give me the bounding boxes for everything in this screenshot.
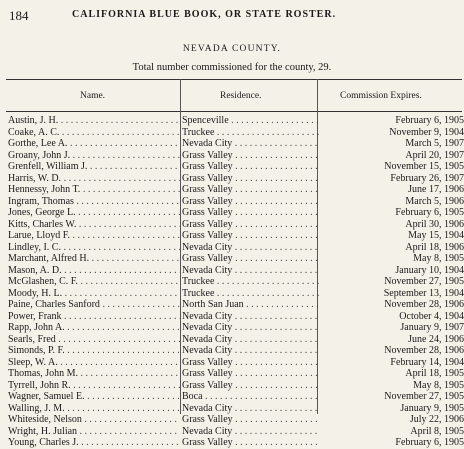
table-row xyxy=(8,426,464,438)
row-name: Wright, H. Julian . . . xyxy=(8,426,180,438)
row-residence: Truckee . . . xyxy=(182,127,320,139)
row-residence: Grass Valley . . . xyxy=(182,230,320,242)
row-commission-expires: May 15, 1904 xyxy=(408,230,464,241)
row-residence: Grass Valley . . . xyxy=(182,437,320,449)
row-name: Coake, A. C. . . . xyxy=(8,127,180,139)
row-name: Moody, H. L. . . . xyxy=(8,288,180,300)
row-commission-expires: January 10, 1904 xyxy=(395,264,464,276)
row-commission-expires: January 9, 1907 xyxy=(400,322,464,333)
row-commission-expires: February 6, 1905 xyxy=(395,207,464,218)
table-header-rule xyxy=(6,111,462,112)
table-row xyxy=(8,345,464,357)
row-name: Larue, Lloyd F. . . . xyxy=(8,230,180,242)
row-name: Mason, A. D. . . . xyxy=(8,265,180,277)
row-residence: Spenceville . . . xyxy=(182,115,320,127)
row-name: Gorthe, Lee A. . . . xyxy=(8,138,180,150)
row-residence: Grass Valley . . . xyxy=(182,184,320,196)
table-row xyxy=(8,322,464,334)
row-residence: Truckee . . . xyxy=(182,276,320,288)
row-residence: Nevada City . . . xyxy=(182,426,320,438)
row-commission-expires: February 6, 1905 xyxy=(395,437,464,448)
row-name: McGlashen, C. F. . . . xyxy=(8,276,180,288)
table-row xyxy=(8,368,464,380)
row-residence: Nevada City . . . xyxy=(182,311,320,323)
row-commission-expires: November 28, 1906 xyxy=(384,299,464,310)
row-commission-expires: February 14, 1904 xyxy=(390,356,464,368)
row-name: Harris, W. D. . . . xyxy=(8,173,180,185)
row-name: Power, Frank . . . xyxy=(8,311,180,323)
table-row xyxy=(8,437,464,449)
row-name: Grenfell, William J. . . . xyxy=(8,161,180,173)
row-commission-expires: June 17, 1906 xyxy=(408,184,464,195)
row-residence: Nevada City . . . xyxy=(182,322,320,334)
table-row xyxy=(8,219,464,231)
table-row xyxy=(8,391,464,403)
row-name: Austin, J. H. . . . xyxy=(8,115,180,127)
table-row xyxy=(8,173,464,185)
row-residence: Grass Valley . . . xyxy=(182,380,320,392)
row-commission-expires: April 30, 1906 xyxy=(405,218,464,230)
page-number: 184 xyxy=(9,8,29,23)
row-name: Hennessy, John T. . . . xyxy=(8,184,180,196)
row-commission-expires: July 22, 1906 xyxy=(409,414,464,425)
row-residence: Nevada City . . . xyxy=(182,403,320,415)
table-row xyxy=(8,184,464,196)
row-residence: Nevada City . . . xyxy=(182,345,320,357)
row-name: Tyrrell, John R. . . . xyxy=(8,380,180,392)
table-row xyxy=(8,288,464,300)
row-residence: Nevada City . . . xyxy=(182,265,320,277)
row-name: Sleep, W. A. . . . xyxy=(8,357,180,369)
column-header-name: Name. xyxy=(80,91,106,101)
row-name: Young, Charles J. . . . xyxy=(8,437,180,449)
row-commission-expires: June 24, 1906 xyxy=(408,333,464,345)
row-residence: Nevada City . . . xyxy=(182,138,320,150)
row-name: Jones, George L. . . . xyxy=(8,207,180,219)
running-title: CALIFORNIA BLUE BOOK, OR STATE ROSTER. xyxy=(72,9,337,20)
row-commission-expires: May 8, 1905 xyxy=(413,253,464,264)
row-residence: Grass Valley . . . xyxy=(182,253,320,265)
table-row xyxy=(8,242,464,254)
county-title: NEVADA COUNTY. xyxy=(182,44,282,54)
row-residence: Grass Valley . . . xyxy=(182,357,320,369)
row-name: Simonds, P. F. . . . xyxy=(8,345,180,357)
table-row xyxy=(8,311,464,323)
table-row xyxy=(8,230,464,242)
table-row xyxy=(8,138,464,150)
row-commission-expires: January 9, 1905 xyxy=(400,402,464,414)
table-row xyxy=(8,380,464,392)
total-commissioned: Total number commissioned for the county, 29. xyxy=(132,62,332,73)
row-name: Searls, Fred . . . xyxy=(8,334,180,346)
column-header-residence: Residence. xyxy=(220,91,262,101)
row-commission-expires: October 4, 1904 xyxy=(399,310,464,322)
row-name: Ingram, Thomas . . . xyxy=(8,196,180,208)
row-name: Groany, John J. . . . xyxy=(8,150,180,162)
row-name: Thomas, John M. . . . xyxy=(8,368,180,380)
notary-table-body xyxy=(8,115,464,449)
row-name: Lindley, I. C. . . . xyxy=(8,242,180,254)
row-name: Wagner, Samuel E. . . . xyxy=(8,391,180,403)
row-commission-expires: November 15, 1905 xyxy=(384,161,464,172)
table-row xyxy=(8,150,464,162)
row-residence: Nevada City . . . xyxy=(182,334,320,346)
row-name: Rapp, John A. . . . xyxy=(8,322,180,334)
row-residence: Truckee . . . xyxy=(182,288,320,300)
row-commission-expires: March 5, 1906 xyxy=(405,195,464,207)
table-row xyxy=(8,253,464,265)
table-row xyxy=(8,403,464,415)
row-name: Whiteside, Nelson . . . xyxy=(8,414,180,426)
row-commission-expires: February 26, 1907 xyxy=(390,172,464,184)
row-commission-expires: February 6, 1905 xyxy=(395,115,464,126)
row-residence: Grass Valley . . . xyxy=(182,219,320,231)
row-residence: Grass Valley . . . xyxy=(182,173,320,185)
table-row xyxy=(8,414,464,426)
row-commission-expires: November 9, 1904 xyxy=(389,126,464,138)
row-name: Kitts, Charles W. . . . xyxy=(8,219,180,231)
row-commission-expires: April 20, 1907 xyxy=(405,149,464,161)
row-name: Marchant, Alfred H. . . . xyxy=(8,253,180,265)
row-residence: Grass Valley . . . xyxy=(182,368,320,380)
table-top-rule xyxy=(6,79,462,80)
row-residence: Grass Valley . . . xyxy=(182,196,320,208)
row-residence: Grass Valley . . . xyxy=(182,150,320,162)
row-residence: Grass Valley . . . xyxy=(182,414,320,426)
table-row xyxy=(8,276,464,288)
table-row xyxy=(8,207,464,219)
row-residence: Grass Valley . . . xyxy=(182,161,320,173)
row-commission-expires: May 8, 1905 xyxy=(413,379,464,391)
row-residence: North San Juan . . . xyxy=(182,299,320,311)
row-commission-expires: April 18, 1906 xyxy=(405,241,464,253)
row-name: Walling, J. M. . . . xyxy=(8,403,180,415)
row-commission-expires: November 27, 1905 xyxy=(384,276,464,287)
table-row xyxy=(8,115,464,127)
row-commission-expires: April 18, 1905 xyxy=(405,368,464,379)
row-name: Paine, Charles Sanford . . . xyxy=(8,299,180,311)
row-commission-expires: March 5, 1907 xyxy=(405,138,464,149)
table-row xyxy=(8,196,464,208)
table-row xyxy=(8,127,464,139)
column-header-expires: Commission Expires. xyxy=(340,91,422,101)
row-commission-expires: November 27, 1905 xyxy=(384,391,464,402)
table-row xyxy=(8,334,464,346)
row-residence: Grass Valley . . . xyxy=(182,207,320,219)
row-residence: Nevada City . . . xyxy=(182,242,320,254)
table-row xyxy=(8,299,464,311)
row-commission-expires: September 13, 1904 xyxy=(383,287,464,299)
table-row xyxy=(8,265,464,277)
table-row xyxy=(8,357,464,369)
row-residence: Boca . . . xyxy=(182,391,320,403)
row-commission-expires: April 8, 1905 xyxy=(410,425,464,437)
row-commission-expires: November 28, 1906 xyxy=(384,345,464,356)
table-row xyxy=(8,161,464,173)
